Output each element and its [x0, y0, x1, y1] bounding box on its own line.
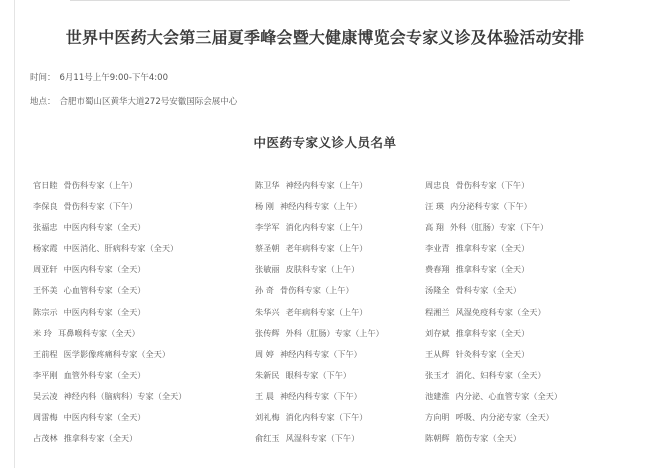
- doctor-name: 陈卫华: [255, 180, 280, 190]
- roster-entry: [33, 323, 255, 344]
- doctor-name: 周 婷: [255, 348, 274, 359]
- doctor-name: 周亚轩: [33, 264, 58, 275]
- doctor-name: 张玉才: [425, 369, 450, 380]
- doctor-specialty: 骨伤科专家（上午）: [279, 285, 354, 296]
- doctor-name: 刘存斌: [425, 327, 450, 338]
- page-title: 世界中医药大会第三届夏季峰会暨大健康博览会专家义诊及体验活动安排: [65, 28, 585, 47]
- doctor-name: 张传辉: [255, 327, 280, 338]
- roster-entry: [255, 323, 425, 344]
- doctor-specialty: 消化内科专家（上午）: [285, 222, 368, 233]
- roster-entry: [33, 302, 255, 323]
- doctor-name: 程湘兰: [425, 306, 450, 317]
- doctor-specialty: 皮肤科专家（上午）: [285, 264, 360, 275]
- doctor-name: 官日睦: [33, 180, 58, 190]
- roster-entry: [255, 407, 425, 428]
- roster-entry: [425, 407, 633, 428]
- doctor-name: 蔡圣朝: [255, 243, 280, 254]
- doctor-name: 米 玲: [33, 327, 52, 338]
- doctor-name: 吴云凌: [33, 390, 58, 401]
- doctor-name: 周雷梅: [33, 412, 58, 423]
- doctor-name: 朱华兴: [255, 306, 280, 317]
- doctor-specialty: 风湿免疫科专家（全天）: [455, 306, 546, 317]
- doctor-specialty: 耳鼻喉科专家（全天）: [57, 327, 140, 338]
- roster-entry: [255, 217, 425, 238]
- doctor-specialty: 老年病科专家（上午）: [285, 243, 368, 254]
- doctor-specialty: 推拿科专家（全天）: [455, 264, 530, 275]
- doctor-specialty: 神经内科（脑病科）专家（全天）: [63, 390, 187, 401]
- doctor-name: 李平刚: [33, 369, 58, 380]
- roster-entry: [425, 302, 633, 323]
- doctor-specialty: 骨科专家（全天）: [455, 285, 522, 296]
- roster-entry: [425, 344, 633, 365]
- roster-entry: [255, 365, 425, 386]
- roster-entry: [425, 365, 633, 386]
- doctor-specialty: 消化内科专家（下午）: [285, 412, 368, 423]
- doctor-name: 俞红玉: [255, 433, 280, 444]
- time-value: 6月11号上午9:00-下午4:00: [59, 73, 168, 83]
- event-time: [30, 71, 168, 83]
- doctor-name: 王怀美: [33, 285, 58, 296]
- doctor-specialty: 推拿科专家（全天）: [455, 243, 530, 254]
- roster-entry: [425, 175, 633, 196]
- doctor-specialty: 神经内科专家（下午）: [279, 390, 362, 401]
- roster-entry: [33, 259, 255, 280]
- doctor-specialty: 骨伤科专家（下午）: [455, 180, 530, 190]
- doctor-name: 杨家霞: [33, 243, 58, 254]
- doctor-name: 刘礼梅: [255, 412, 280, 423]
- doctor-name: 汪 瑛: [425, 201, 444, 212]
- doctor-specialty: 筋伤专家（全天）: [455, 433, 522, 444]
- doctor-specialty: 神经内科专家（下午）: [279, 348, 362, 359]
- doctor-specialty: 中医内科专家（全天）: [63, 264, 146, 275]
- doctor-name: 李学军: [255, 222, 280, 233]
- roster-heading: 中医药专家义诊人员名单: [253, 135, 397, 150]
- roster-entry: [425, 259, 633, 280]
- doctor-specialty: 内分泌科专家（下午）: [449, 201, 532, 212]
- time-label: 时间：: [30, 73, 56, 83]
- doctor-name: 王前程: [33, 348, 58, 359]
- roster-entry: [255, 428, 425, 449]
- doctor-specialty: 老年病科专家（上午）: [285, 306, 368, 317]
- roster-entry: [255, 344, 425, 365]
- roster-entry: [255, 386, 425, 407]
- doctor-name: 朱新民: [255, 369, 280, 380]
- roster-entry: [425, 238, 633, 259]
- roster-entry: [255, 302, 425, 323]
- roster-entry: [425, 217, 633, 238]
- roster-entry: [33, 344, 255, 365]
- doctor-specialty: 心血管科专家（全天）: [63, 285, 146, 296]
- doctor-specialty: 骨伤科专家（下午）: [63, 201, 138, 212]
- doctor-name: 张福忠: [33, 222, 58, 233]
- doctor-name: 费春翔: [425, 264, 450, 275]
- roster-entry: [33, 428, 255, 449]
- roster-entry: [33, 407, 255, 428]
- event-location: [30, 95, 237, 107]
- doctor-name: 李保良: [33, 201, 58, 212]
- roster-entry: [425, 428, 633, 449]
- roster-entry: [425, 280, 633, 301]
- roster-entry: [255, 280, 425, 301]
- doctor-specialty: 中医消化、肝病科专家（全天）: [63, 243, 179, 254]
- roster-entry: [33, 217, 255, 238]
- doctor-specialty: 推拿科专家（全天）: [63, 433, 138, 444]
- doctor-name: 池建淮: [425, 390, 450, 401]
- expert-roster: [33, 175, 633, 449]
- doctor-specialty: 中医内科专家（全天）: [63, 222, 146, 233]
- doctor-name: 周忠良: [425, 180, 450, 190]
- location-value: 合肥市蜀山区黄华大道272号安徽国际会展中心: [59, 97, 238, 107]
- doctor-name: 王从辉: [425, 348, 450, 359]
- doctor-specialty: 外科（肛肠）专家（上午）: [285, 327, 384, 338]
- doctor-specialty: 眼科专家（下午）: [285, 369, 352, 380]
- doctor-specialty: 中医内科专家（全天）: [63, 412, 146, 423]
- doctor-specialty: 推拿科专家（全天）: [455, 327, 530, 338]
- doctor-name: 杨 刚: [255, 201, 274, 212]
- doctor-name: 高 翔: [425, 222, 444, 233]
- left-divider: [14, 0, 15, 468]
- doctor-name: 陈宗示: [33, 306, 58, 317]
- roster-entry: [425, 386, 633, 407]
- roster-entry: [33, 365, 255, 386]
- roster-entry: [255, 259, 425, 280]
- roster-entry: [425, 323, 633, 344]
- doctor-name: 陈朝辉: [425, 433, 450, 444]
- roster-entry: [33, 238, 255, 259]
- doctor-specialty: 呼吸、内分泌专家（全天）: [455, 412, 554, 423]
- doctor-specialty: 神经内科专家（上午）: [279, 201, 362, 212]
- doctor-specialty: 骨伤科专家（上午）: [63, 180, 138, 190]
- roster-entry: [33, 175, 255, 196]
- location-label: 地点：: [30, 97, 56, 107]
- roster-entry: [425, 196, 633, 217]
- doctor-specialty: 血管外科专家（全天）: [63, 369, 146, 380]
- roster-entry: [33, 386, 255, 407]
- doctor-specialty: 针灸科专家（全天）: [455, 348, 530, 359]
- top-divider: [70, 0, 570, 1]
- doctor-specialty: 风湿科专家（下午）: [285, 433, 360, 444]
- doctor-specialty: 神经内科专家（上午）: [285, 180, 368, 190]
- doctor-name: 孙 奇: [255, 285, 274, 296]
- doctor-name: 占茂林: [33, 433, 58, 444]
- doctor-specialty: 中医内科专家（全天）: [63, 306, 146, 317]
- roster-entry: [33, 196, 255, 217]
- doctor-specialty: 消化、妇科专家（全天）: [455, 369, 546, 380]
- doctor-specialty: 医学影像疼痛科专家（全天）: [63, 348, 171, 359]
- doctor-name: 张敏丽: [255, 264, 280, 275]
- roster-entry: [255, 196, 425, 217]
- doctor-name: 方向明: [425, 412, 450, 423]
- doctor-name: 王 晨: [255, 390, 274, 401]
- doctor-specialty: 内分泌、心血管专家（全天）: [455, 390, 563, 401]
- roster-entry: [255, 238, 425, 259]
- doctor-specialty: 外科（肛肠）专家（下午）: [449, 222, 549, 233]
- roster-entry: [255, 175, 425, 196]
- doctor-name: 李业青: [425, 243, 450, 254]
- roster-entry: [33, 280, 255, 301]
- doctor-name: 汤隆全: [425, 285, 450, 296]
